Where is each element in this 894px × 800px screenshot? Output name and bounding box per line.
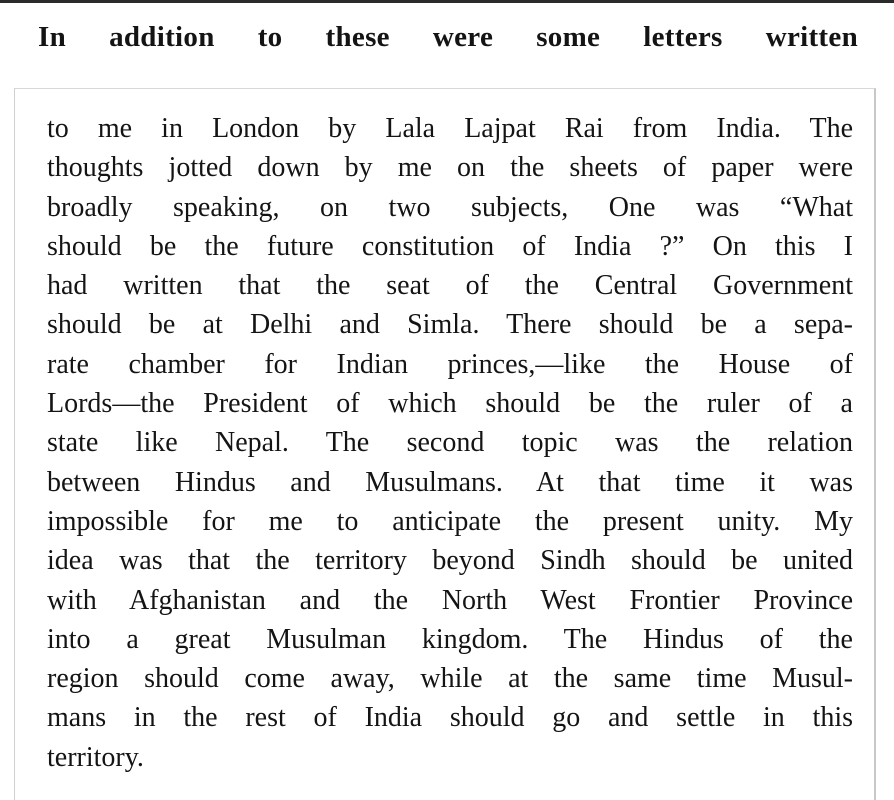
text-line: with Afghanistan and the North West Frontier Province xyxy=(47,584,853,616)
text-line: idea was that the territory beyond Sindh should be united xyxy=(47,545,853,577)
text-line: Lords—the President of which should be the ruler of a xyxy=(47,388,853,420)
body-paragraph xyxy=(47,109,853,777)
top-border xyxy=(0,0,894,3)
text-line: should be at Delhi and Simla. There should be a sepa- xyxy=(47,309,853,341)
text-line: impossible for me to anticipate the present unity. My xyxy=(47,505,853,537)
text-line: broadly speaking, on two subjects, One was “What xyxy=(47,191,853,223)
text-line: between Hindus and Musulmans. At that time it was xyxy=(47,466,853,498)
text-line: territory. xyxy=(47,741,144,773)
heading-line: In addition to these were some letters written xyxy=(38,21,858,53)
text-line: to me in London by Lala Lajpat Rai from India. The xyxy=(47,113,853,144)
text-line: state like Nepal. The second topic was the relation xyxy=(47,427,853,459)
text-line: thoughts jotted down by me on the sheets of paper were xyxy=(47,152,853,184)
text-line: rate chamber for Indian princes,—like the House of xyxy=(47,348,853,380)
text-line: had written that the seat of the Central Government xyxy=(47,270,853,302)
text-line: should be the future constitution of India ?” On this I xyxy=(47,230,853,262)
text-line: mans in the rest of India should go and settle in this xyxy=(47,702,853,734)
text-line: region should come away, while at the same time Musul- xyxy=(47,663,853,695)
text-line: into a great Musulman kingdom. The Hindus of the xyxy=(47,623,853,655)
